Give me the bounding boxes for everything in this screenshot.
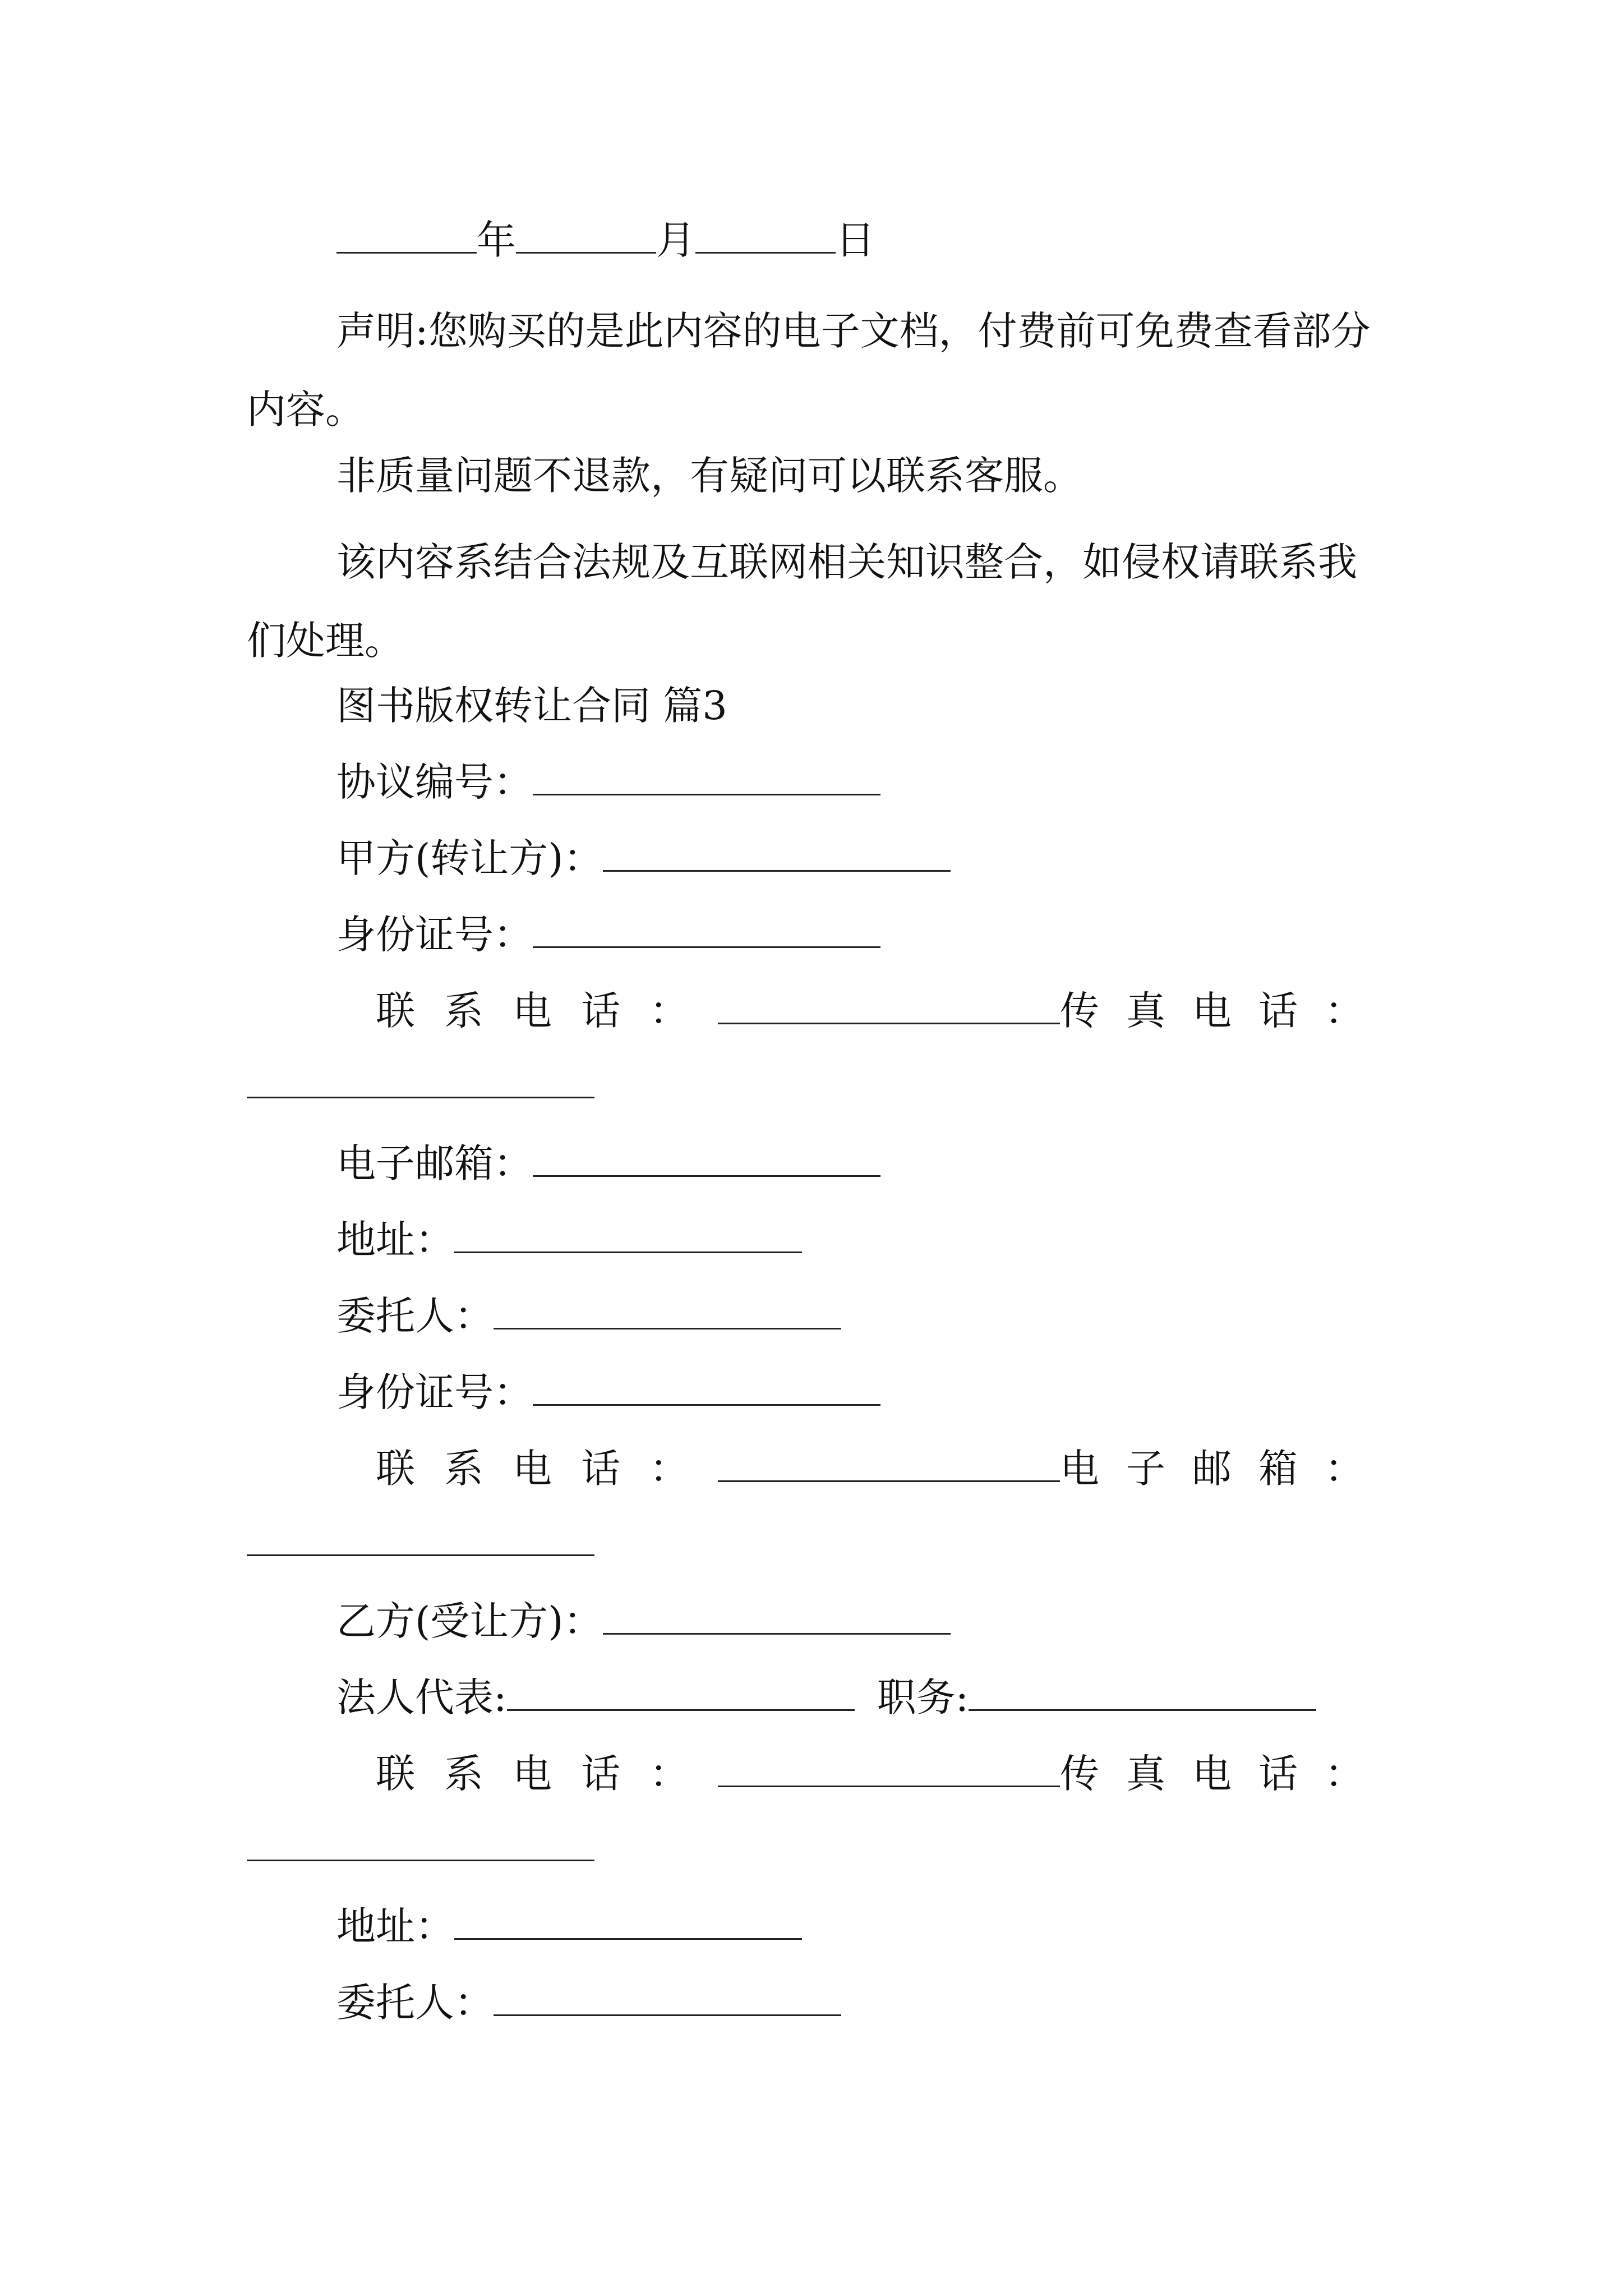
date-line [247, 213, 1391, 267]
day-label: 日 [836, 217, 875, 263]
address-label-b: 地址： [336, 1903, 454, 1949]
year-label: 年 [477, 217, 516, 263]
day-blank[interactable] [695, 217, 836, 254]
agreement-no-field[interactable] [533, 759, 880, 795]
agent-row-b [247, 1976, 1391, 2030]
phone-label-a: 联系电话： [376, 988, 718, 1034]
year-blank[interactable] [336, 217, 477, 254]
month-blank[interactable] [516, 217, 656, 254]
agent-email-field[interactable] [247, 1554, 594, 1556]
party-a-field[interactable] [603, 835, 951, 872]
agent-phone-label: 联系电话： [376, 1446, 718, 1492]
agent-label-a: 委托人： [336, 1293, 494, 1339]
position-field[interactable] [969, 1674, 1316, 1711]
email-field[interactable] [533, 1140, 880, 1177]
legal-rep-row [247, 1671, 1391, 1724]
agreement-no-row [247, 755, 1391, 809]
fax-label-a: 传真电话： [1060, 988, 1391, 1034]
fax-field-b[interactable] [247, 1860, 594, 1861]
phone-field-b[interactable] [718, 1751, 1060, 1787]
agent-id-field[interactable] [533, 1369, 880, 1406]
agent-email-label: 电子邮箱： [1060, 1446, 1391, 1492]
agent-id-label: 身份证号： [336, 1369, 533, 1415]
agent-row-a [247, 1289, 1391, 1343]
phone-field-a[interactable] [718, 988, 1060, 1024]
address-row-b [247, 1899, 1391, 1953]
email-label: 电子邮箱： [336, 1140, 533, 1186]
party-a-label: 甲方(转让方)： [336, 835, 603, 881]
party-a-row [247, 831, 1391, 885]
id-no-label: 身份证号： [336, 912, 533, 958]
agreement-no-label: 协议编号： [336, 759, 533, 805]
agent-field-b[interactable] [494, 1980, 841, 2016]
address-row-a [247, 1213, 1391, 1267]
position-label: 职务: [877, 1674, 969, 1720]
agent-label-b: 委托人： [336, 1980, 494, 2026]
id-no-row [247, 908, 1391, 961]
agent-id-row [247, 1365, 1391, 1419]
address-field-b[interactable] [454, 1903, 802, 1940]
party-b-row [247, 1594, 1391, 1648]
party-b-field[interactable] [603, 1598, 951, 1635]
agent-phone-email-row [247, 1442, 1391, 1496]
month-label: 月 [656, 217, 695, 263]
legal-rep-label: 法人代表: [336, 1674, 507, 1720]
copyright-paragraph: 该内容系结合法规及互联网相关知识整合，如侵权请联系我们处理。 [247, 539, 1357, 664]
legal-rep-field[interactable] [507, 1674, 855, 1711]
address-label-a: 地址： [336, 1217, 454, 1263]
party-b-label: 乙方(受让方)： [336, 1598, 603, 1644]
contract-title: 图书版权转让合同 篇3 [336, 683, 727, 729]
id-no-field[interactable] [533, 912, 880, 948]
phone-fax-row-b [247, 1747, 1391, 1801]
fax-label-b: 传真电话： [1060, 1751, 1391, 1797]
phone-label-b: 联系电话： [376, 1751, 718, 1797]
fax-field-a[interactable] [247, 1097, 594, 1098]
refund-paragraph: 非质量问题不退款，有疑问可以联系客服。 [336, 453, 1082, 499]
address-field-a[interactable] [454, 1217, 802, 1253]
statement-paragraph: 声明:您购买的是此内容的电子文档，付费前可免费查看部分内容。 [247, 308, 1371, 432]
email-row [247, 1137, 1391, 1190]
agent-field-a[interactable] [494, 1293, 841, 1329]
agent-phone-field[interactable] [718, 1446, 1060, 1482]
phone-fax-row-a [247, 984, 1391, 1038]
